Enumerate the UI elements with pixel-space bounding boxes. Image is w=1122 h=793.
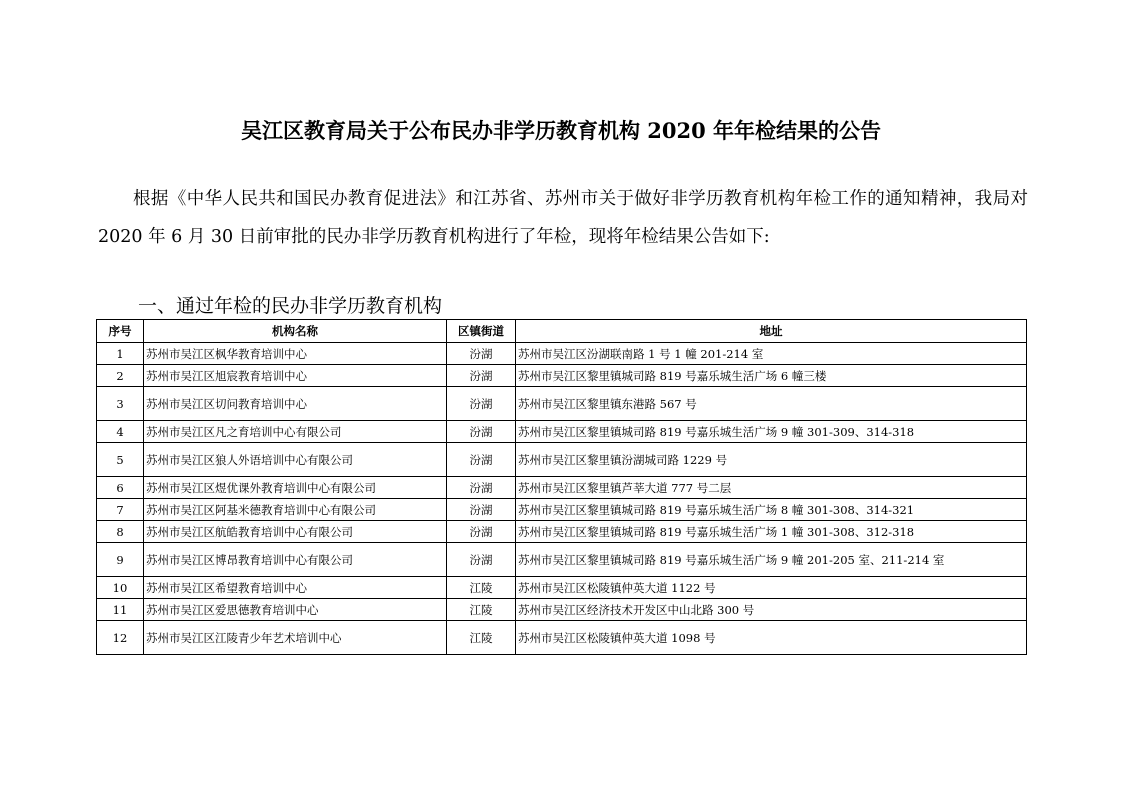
row-index: 4 [97, 421, 144, 443]
row-org-name: 苏州市吴江区江陵青少年艺术培训中心 [144, 621, 447, 655]
row-org-name: 苏州市吴江区博昂教育培训中心有限公司 [144, 543, 447, 577]
row-index: 12 [97, 621, 144, 655]
row-org-name: 苏州市吴江区航皓教育培训中心有限公司 [144, 521, 447, 543]
row-address: 苏州市吴江区黎里镇汾湖城司路 1229 号 [516, 443, 1027, 477]
row-org-name: 苏州市吴江区爱思德教育培训中心 [144, 599, 447, 621]
row-district: 汾湖 [447, 499, 516, 521]
row-org-name: 苏州市吴江区切问教育培训中心 [144, 387, 447, 421]
row-org-name: 苏州市吴江区狼人外语培训中心有限公司 [144, 443, 447, 477]
row-district: 汾湖 [447, 543, 516, 577]
row-district: 汾湖 [447, 477, 516, 499]
row-index: 1 [97, 343, 144, 365]
header-district: 区镇街道 [447, 320, 516, 343]
row-address: 苏州市吴江区松陵镇仲英大道 1122 号 [516, 577, 1027, 599]
row-index: 8 [97, 521, 144, 543]
section-heading: 一、通过年检的民办非学历教育机构 [138, 295, 443, 317]
intro-paragraph: 根据《中华人民共和国民办教育促进法》和江苏省、苏州市关于做好非学历教育机构年检工作的通知精神，我局对 2020 年 6 月 30 日前审批的民办非学历教育机构进行了年检，现将年检结果公告如下: [98, 189, 1028, 247]
row-district: 汾湖 [447, 443, 516, 477]
row-district: 汾湖 [447, 387, 516, 421]
header-org-name: 机构名称 [144, 320, 447, 343]
row-index: 6 [97, 477, 144, 499]
row-district: 江陵 [447, 577, 516, 599]
table-row [97, 499, 1027, 521]
row-index: 9 [97, 543, 144, 577]
table-row [97, 543, 1027, 577]
row-index: 2 [97, 365, 144, 387]
table-row [97, 621, 1027, 655]
row-district: 汾湖 [447, 365, 516, 387]
row-org-name: 苏州市吴江区枫华教育培训中心 [144, 343, 447, 365]
row-address: 苏州市吴江区松陵镇仲英大道 1098 号 [516, 621, 1027, 655]
row-org-name: 苏州市吴江区旭宸教育培训中心 [144, 365, 447, 387]
table-row [97, 599, 1027, 621]
table-row [97, 577, 1027, 599]
row-address: 苏州市吴江区黎里镇城司路 819 号嘉乐城生活广场 8 幢 301-308、314-321 [516, 499, 1027, 521]
header-index: 序号 [97, 320, 144, 343]
row-address: 苏州市吴江区黎里镇东港路 567 号 [516, 387, 1027, 421]
table-row [97, 387, 1027, 421]
table-row [97, 421, 1027, 443]
row-address: 苏州市吴江区经济技术开发区中山北路 300 号 [516, 599, 1027, 621]
row-index: 3 [97, 387, 144, 421]
row-address: 苏州市吴江区黎里镇城司路 819 号嘉乐城生活广场 1 幢 301-308、312-318 [516, 521, 1027, 543]
table-row [97, 443, 1027, 477]
row-address: 苏州市吴江区黎里镇城司路 819 号嘉乐城生活广场 9 幢 301-309、314-318 [516, 421, 1027, 443]
table-row [97, 477, 1027, 499]
row-org-name: 苏州市吴江区煜优课外教育培训中心有限公司 [144, 477, 447, 499]
header-address: 地址 [516, 320, 1027, 343]
row-district: 汾湖 [447, 521, 516, 543]
row-address: 苏州市吴江区汾湖联南路 1 号 1 幢 201-214 室 [516, 343, 1027, 365]
row-index: 7 [97, 499, 144, 521]
row-district: 汾湖 [447, 343, 516, 365]
row-org-name: 苏州市吴江区希望教育培训中心 [144, 577, 447, 599]
row-org-name: 苏州市吴江区阿基米德教育培训中心有限公司 [144, 499, 447, 521]
row-index: 5 [97, 443, 144, 477]
row-address: 苏州市吴江区黎里镇城司路 819 号嘉乐城生活广场 6 幢三楼 [516, 365, 1027, 387]
institutions-table [96, 319, 1027, 655]
row-org-name: 苏州市吴江区凡之育培训中心有限公司 [144, 421, 447, 443]
table-header-row [97, 320, 1027, 343]
document-title: 吴江区教育局关于公布民办非学历教育机构 2020 年年检结果的公告 [240, 118, 882, 143]
row-district: 江陵 [447, 599, 516, 621]
row-address: 苏州市吴江区黎里镇城司路 819 号嘉乐城生活广场 9 幢 201-205 室、211-214 室 [516, 543, 1027, 577]
row-district: 江陵 [447, 621, 516, 655]
table-row [97, 521, 1027, 543]
row-address: 苏州市吴江区黎里镇芦莘大道 777 号二层 [516, 477, 1027, 499]
row-index: 10 [97, 577, 144, 599]
row-index: 11 [97, 599, 144, 621]
table-row [97, 365, 1027, 387]
row-district: 汾湖 [447, 421, 516, 443]
table-row [97, 343, 1027, 365]
